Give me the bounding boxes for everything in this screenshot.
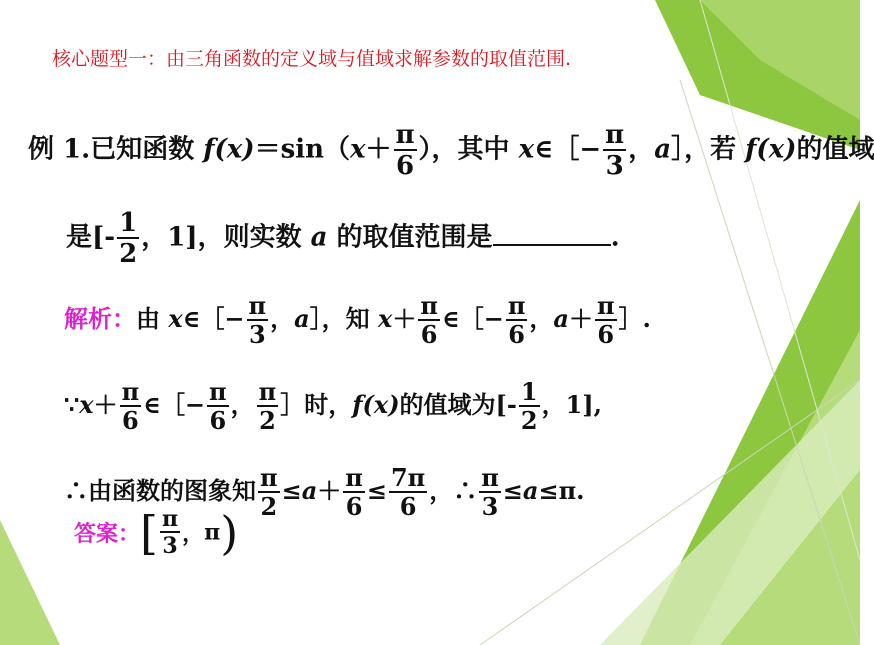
func-fx: f(x)	[203, 134, 255, 165]
var-x: x	[349, 134, 366, 165]
denominator: 2	[520, 406, 538, 435]
text-therefore: ，∴	[429, 476, 478, 505]
example-label: 例 1.	[28, 134, 91, 165]
leq-sign: ≤	[502, 476, 523, 505]
fraction-7pi-6	[389, 463, 427, 521]
numerator: 7π	[390, 463, 426, 492]
fraction-pi-2	[257, 377, 279, 435]
text-in: ∈［−	[534, 134, 602, 165]
denominator: 6	[420, 320, 438, 349]
fraction-pi-6	[120, 377, 142, 435]
numerator: π	[507, 291, 526, 320]
fraction-pi-3	[479, 463, 501, 521]
solution-line-2	[64, 377, 602, 435]
fraction-pi-6	[595, 291, 617, 349]
var-x: x	[79, 390, 94, 419]
because-symbol: ∵	[64, 390, 80, 419]
text-by: 由	[136, 304, 169, 333]
text-close: ］.	[618, 304, 651, 333]
denominator: 2	[119, 239, 138, 269]
var-x: x	[518, 134, 535, 165]
denominator: 6	[395, 151, 415, 181]
var-a: a	[310, 222, 328, 253]
text-when: ］时，	[280, 390, 353, 419]
plus-sign: ＋	[93, 390, 118, 419]
denominator: 6	[345, 492, 363, 521]
var-x: x	[168, 304, 183, 333]
numerator: π	[258, 377, 277, 406]
denominator: 3	[162, 533, 178, 559]
text-known-function: 已知函数	[90, 134, 204, 165]
right-bracket: )	[220, 505, 239, 560]
plus-sign: ＋	[317, 476, 342, 505]
text-where: ），其中	[418, 134, 519, 165]
comma: ，	[230, 390, 255, 419]
denominator: 6	[508, 320, 525, 349]
green-corner-left	[0, 520, 60, 645]
denominator: 3	[248, 320, 266, 349]
text-is: 是[-	[66, 222, 116, 253]
fraction-pi-6	[418, 291, 440, 349]
text-sin: ＝sin（	[254, 134, 350, 165]
text-if: ］，若	[671, 134, 746, 165]
comma: ，	[529, 304, 554, 333]
fraction-pi-3	[160, 508, 180, 557]
fraction-pi-6	[343, 463, 365, 521]
fraction-1-2	[519, 377, 540, 435]
left-bracket: [	[140, 505, 158, 560]
denominator: 6	[122, 406, 139, 435]
numerator: π	[395, 120, 415, 150]
fraction-pi-3	[603, 122, 626, 179]
text-range-is: 的取值范围是	[327, 222, 493, 253]
section-heading: 核心题型一：由三角函数的定义域与值域求解参数的取值范围.	[52, 48, 572, 70]
leq-sign: ≤	[366, 476, 387, 505]
example-line-2	[66, 210, 620, 267]
numerator: π	[481, 463, 499, 492]
example-line-1	[28, 122, 874, 179]
numerator: 1	[119, 208, 138, 238]
fraction-pi-6	[207, 377, 229, 435]
var-a: a	[301, 476, 318, 505]
solution-label: 解析：	[64, 305, 136, 333]
fraction-pi-6	[506, 291, 528, 349]
var-a: a	[294, 304, 310, 333]
plus-sign: ＋	[365, 134, 392, 165]
comma: ，	[270, 304, 295, 333]
numerator: π	[420, 291, 438, 320]
var-x: x	[378, 304, 393, 333]
numerator: π	[209, 377, 227, 406]
denominator: 3	[605, 151, 624, 181]
solution-line-1	[64, 291, 651, 349]
numerator: 1	[520, 377, 538, 406]
fraction-1-2	[117, 210, 139, 267]
answer-label: 答案：	[74, 522, 141, 547]
var-a: a	[553, 304, 569, 333]
numerator: π	[248, 291, 267, 320]
denominator: 6	[597, 320, 615, 349]
text-range: 的值域	[796, 134, 874, 165]
plus-sign: ＋	[568, 304, 593, 333]
fraction-pi-3	[247, 291, 269, 349]
denominator: 6	[399, 492, 417, 521]
fraction-pi-2	[258, 463, 280, 521]
period: .	[610, 222, 620, 253]
denominator: 2	[260, 492, 278, 521]
plus-sign: ＋	[392, 304, 417, 333]
numerator: π	[161, 506, 179, 532]
comma: ，	[628, 134, 655, 165]
var-a: a	[654, 134, 672, 165]
var-a: a	[522, 476, 539, 505]
answer-line	[74, 505, 239, 560]
func-fx: f(x)	[745, 134, 797, 165]
text-know: ］，知	[309, 304, 379, 333]
leq-pi: ≤π.	[538, 476, 585, 505]
text-then-real: ，1]，则实数	[141, 222, 311, 253]
answer-blank	[493, 222, 611, 246]
numerator: π	[605, 120, 625, 150]
text-close: ，1],	[541, 390, 602, 419]
leq-sign: ≤	[281, 476, 302, 505]
denominator: 6	[209, 406, 227, 435]
text-in: ∈［−	[182, 304, 245, 333]
numerator: π	[345, 463, 363, 492]
numerator: π	[121, 377, 140, 406]
func-fx: f(x)	[352, 390, 400, 419]
comma: ，	[182, 521, 205, 547]
pi-symbol: π	[204, 519, 221, 546]
denominator: 3	[481, 492, 499, 521]
numerator: π	[596, 291, 615, 320]
text-in: ∈［−	[441, 304, 504, 333]
text-range-is: 的值域为[-	[399, 390, 517, 419]
text-therefore-graph: ∴由函数的图象知	[64, 476, 256, 505]
denominator: 2	[259, 406, 276, 435]
text-in: ∈［−	[143, 390, 206, 419]
fraction-pi-6	[394, 122, 417, 179]
numerator: π	[260, 463, 278, 492]
